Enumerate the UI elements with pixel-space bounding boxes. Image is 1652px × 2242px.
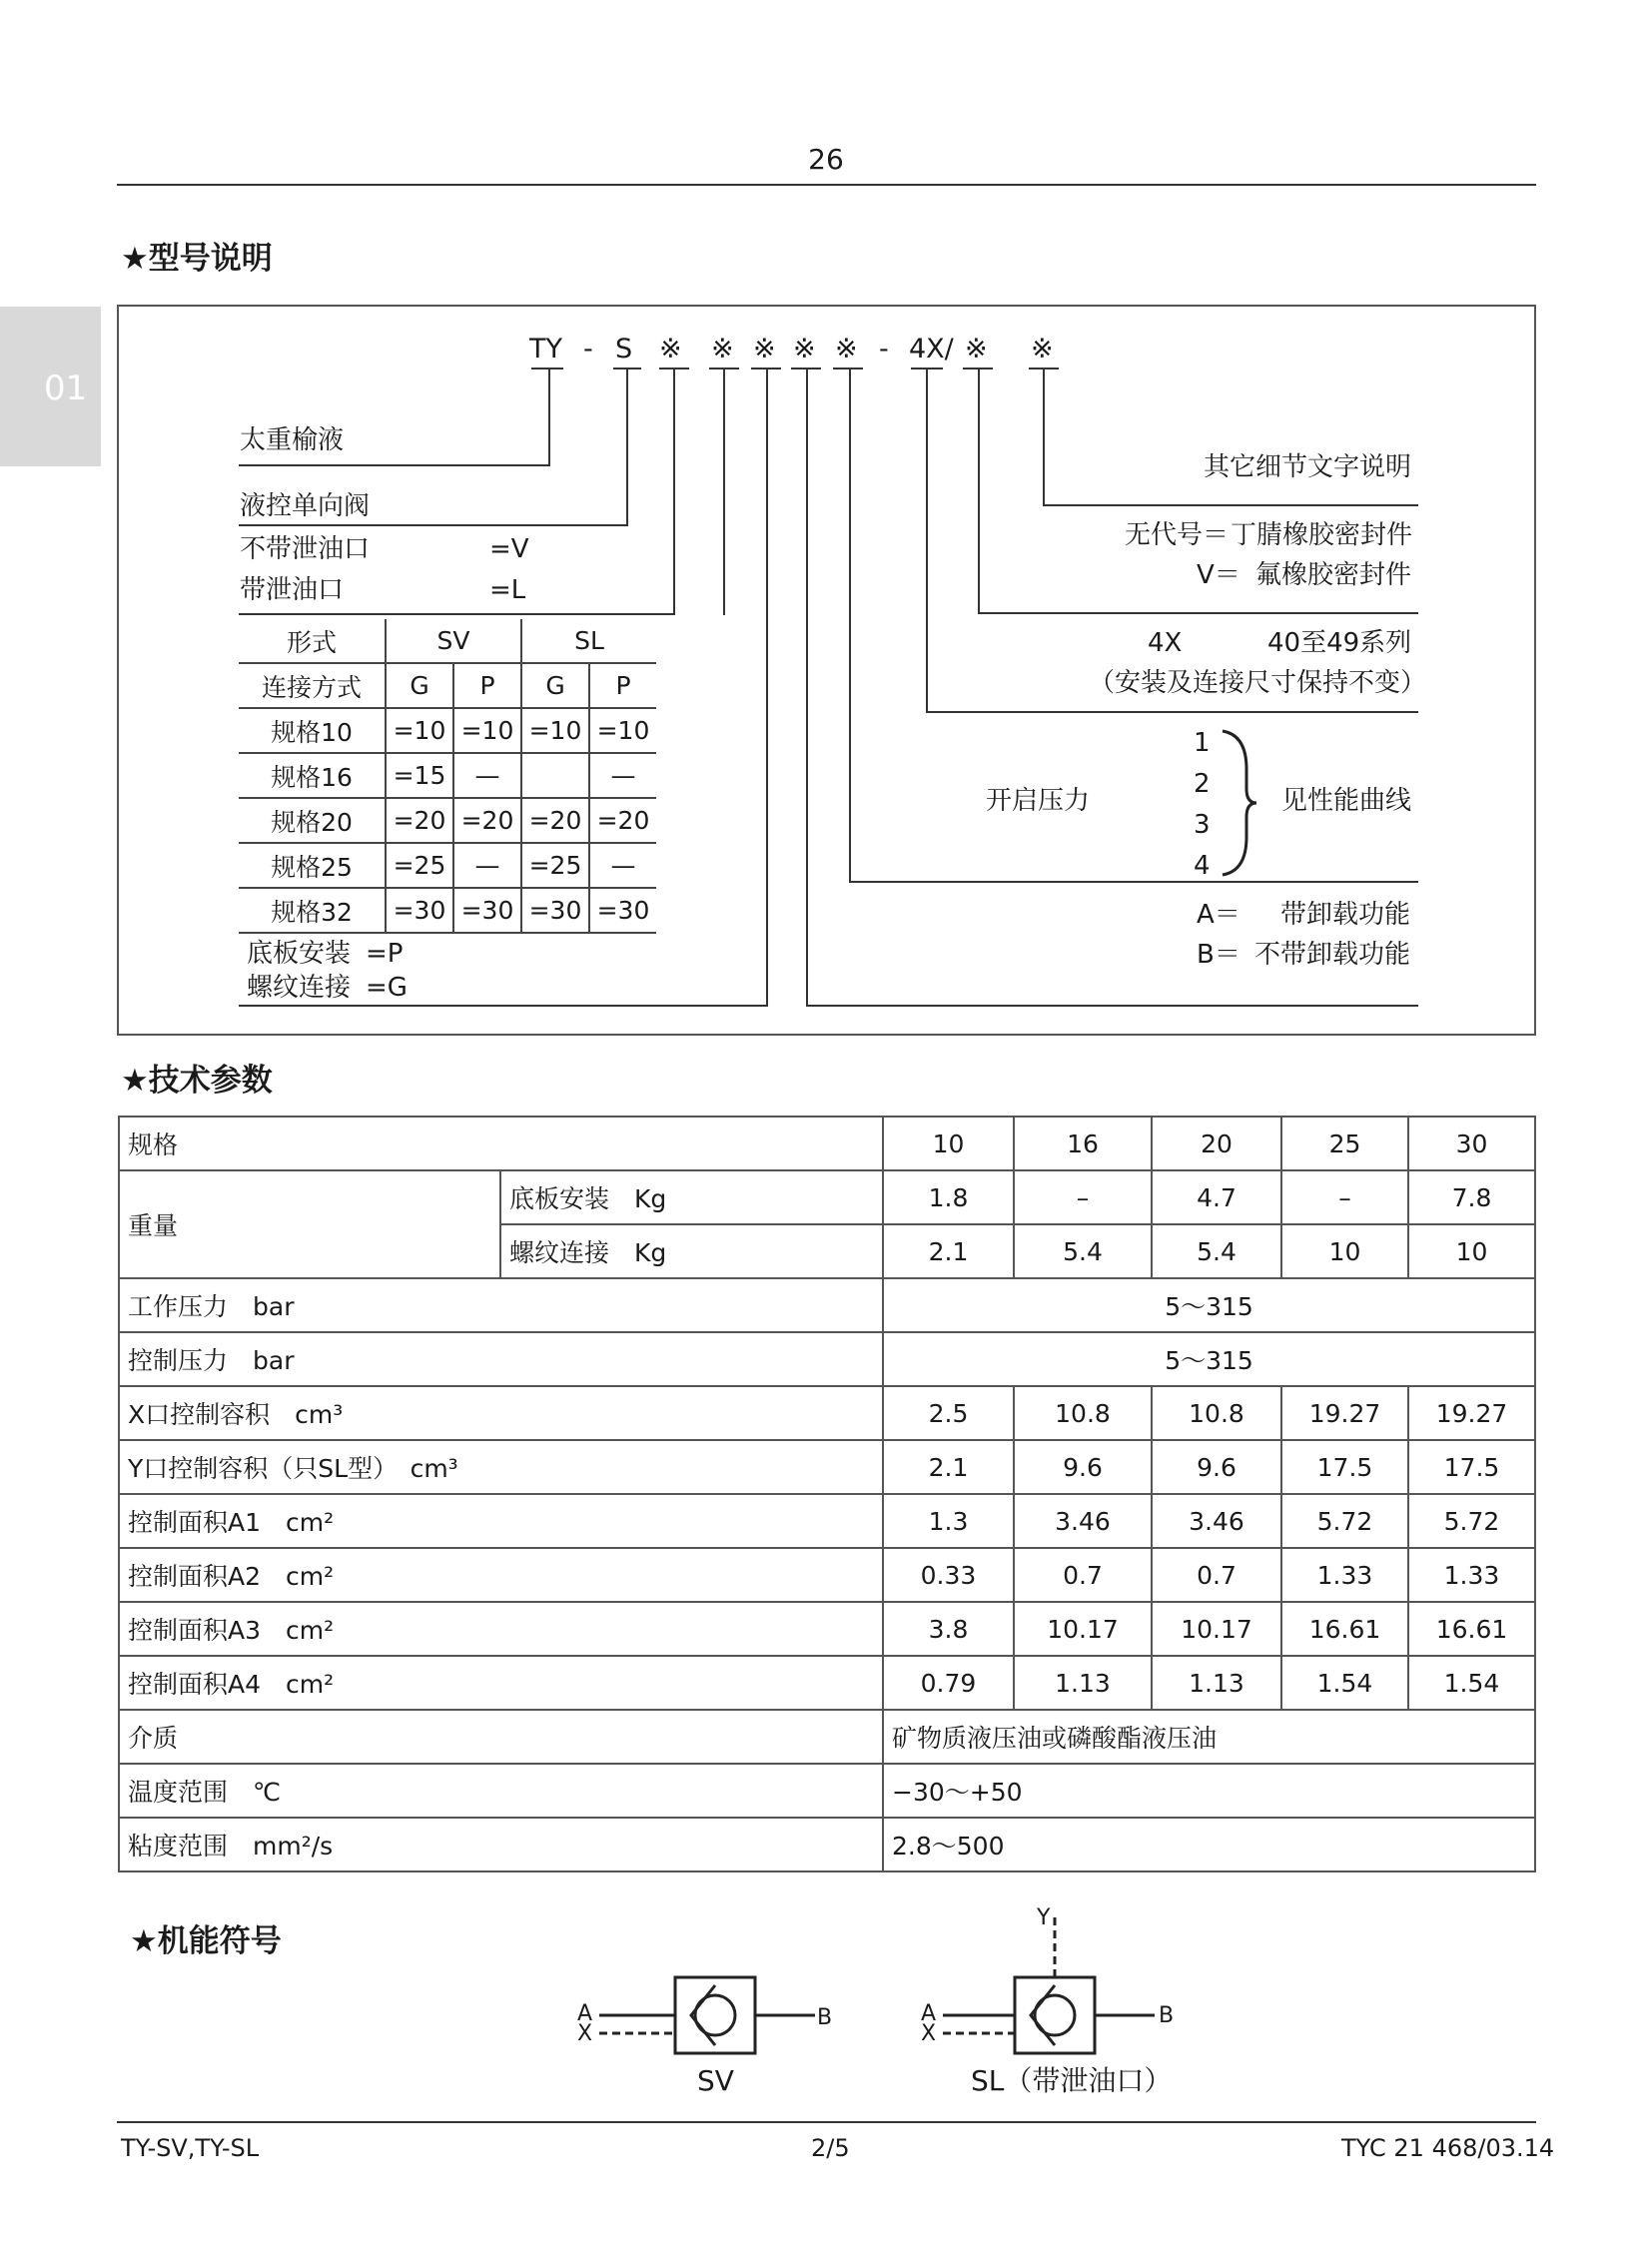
brace-icon	[1221, 729, 1260, 877]
variant-header-sv-g: G	[386, 663, 453, 708]
leader-2	[723, 368, 725, 615]
tech-value: 30	[1408, 1117, 1535, 1170]
code-slot-5: ※	[835, 334, 858, 365]
tech-value: 5.72	[1281, 1494, 1408, 1548]
tech-sublabel: 底板安装 Kg	[500, 1170, 883, 1224]
leader-mount-h	[239, 1005, 768, 1007]
code-type: S	[615, 334, 633, 365]
tech-value: 0.7	[1014, 1548, 1152, 1602]
leader-drain-h	[239, 613, 675, 615]
code-slot-7: ※	[1031, 334, 1054, 365]
tech-value: 10.17	[1014, 1602, 1152, 1656]
tech-value: 9.6	[1014, 1440, 1152, 1494]
symbol-section-title: ★机能符号	[130, 1923, 282, 1959]
variant-cell: =30	[386, 888, 453, 933]
pressure-option-4: 4	[1194, 851, 1211, 881]
variant-cell: —	[589, 843, 656, 888]
sl-port-y: Y	[1037, 1905, 1051, 1930]
label-no-drain: 不带泄油口	[240, 534, 371, 564]
code-slot-4: ※	[793, 334, 816, 365]
tech-value: 2.1	[883, 1440, 1014, 1494]
label-series-note: （安装及连接尺寸保持不变）	[1089, 668, 1427, 698]
label-seal-none: 丁腈橡胶密封件	[1231, 520, 1413, 550]
variant-header-row-2	[239, 663, 656, 708]
variant-cell: =10	[521, 708, 589, 753]
label-plate-code: =P	[366, 939, 404, 969]
variant-cell: =20	[521, 798, 589, 843]
variant-size: 规格32	[239, 888, 386, 933]
code-dash-1: -	[583, 334, 593, 365]
tech-row	[119, 1494, 1535, 1548]
tech-value: 3.46	[1014, 1494, 1152, 1548]
variant-cell: =10	[453, 708, 521, 753]
variant-cell: —	[453, 753, 521, 798]
tech-label: 控制面积A3 cm²	[119, 1602, 883, 1656]
label-seal-v-prefix: V＝	[1197, 560, 1240, 590]
tech-row-working-pressure	[119, 1278, 1535, 1332]
variant-cell: =10	[589, 708, 656, 753]
tech-value: 5～315	[883, 1278, 1535, 1332]
tech-value: 16	[1014, 1117, 1152, 1170]
footer-rule	[117, 2121, 1536, 2123]
label-a-text: 带卸载功能	[1280, 900, 1411, 930]
variant-header-sv: SV	[386, 619, 521, 663]
tech-value: –	[1014, 1170, 1152, 1224]
code-slot-6: ※	[965, 334, 988, 365]
tech-value: 17.5	[1408, 1440, 1535, 1494]
tech-row	[119, 1602, 1535, 1656]
tech-value: 19.27	[1281, 1386, 1408, 1440]
tech-row-medium	[119, 1710, 1535, 1764]
tech-label: 控制压力 bar	[119, 1332, 883, 1386]
tech-label: 控制面积A1 cm²	[119, 1494, 883, 1548]
variant-cell: =20	[589, 798, 656, 843]
footer-page: 2/5	[811, 2134, 850, 2162]
leader-5	[849, 368, 851, 881]
label-thread-code: =G	[366, 973, 408, 1003]
tech-value: 5.4	[1152, 1224, 1281, 1278]
tech-value: 16.61	[1408, 1602, 1535, 1656]
tech-section-title: ★技术参数	[121, 1063, 273, 1099]
footer-doc-number: TYC 21 468/03.14	[1341, 2134, 1555, 2162]
tech-label: 介质	[119, 1710, 883, 1764]
page-number: 26	[808, 143, 844, 176]
variant-header-sl-p: P	[589, 663, 656, 708]
tech-label: Y口控制容积（只SL型） cm³	[119, 1440, 883, 1494]
tech-label: 控制面积A2 cm²	[119, 1548, 883, 1602]
tech-value: 1.13	[1014, 1656, 1152, 1710]
side-tab	[0, 307, 101, 466]
tech-value: 10.8	[1152, 1386, 1281, 1440]
code-slot-1: ※	[659, 334, 682, 365]
tech-value: 16.61	[1281, 1602, 1408, 1656]
footer-model: TY-SV,TY-SL	[121, 2134, 260, 2162]
variant-cell: =15	[386, 753, 453, 798]
label-other-details: 其它细节文字说明	[1204, 452, 1412, 482]
label-manufacturer: 太重榆液	[240, 425, 345, 455]
variant-cell: =20	[453, 798, 521, 843]
header-rule	[117, 184, 1536, 186]
sv-port-b: B	[817, 2005, 833, 2030]
sv-port-x: X	[577, 2021, 593, 2046]
variant-row	[239, 798, 656, 843]
tech-label: X口控制容积 cm³	[119, 1386, 883, 1440]
tech-row	[119, 1440, 1535, 1494]
variant-header-sl: SL	[521, 619, 656, 663]
tech-table	[118, 1116, 1536, 1872]
tech-value: 0.79	[883, 1656, 1014, 1710]
variant-cell: =10	[386, 708, 453, 753]
variant-cell: =30	[453, 888, 521, 933]
label-opening-pressure: 开启压力	[986, 786, 1091, 816]
tech-value: 矿物质液压油或磷酸酯液压油	[883, 1710, 1535, 1764]
code-series: 4X/	[909, 334, 954, 365]
tech-value: 10	[1408, 1224, 1535, 1278]
tech-value: 20	[1152, 1117, 1281, 1170]
variant-cell: =25	[521, 843, 589, 888]
leader-7-h	[1043, 504, 1418, 506]
label-b-prefix: B＝	[1197, 940, 1240, 970]
label-seal-none-prefix: 无代号＝	[1125, 520, 1230, 550]
variant-header-row-1	[239, 619, 656, 663]
label-no-drain-code: =V	[489, 534, 529, 564]
tech-value: 3.8	[883, 1602, 1014, 1656]
label-a-prefix: A＝	[1197, 900, 1240, 930]
code-slot-3: ※	[753, 334, 776, 365]
tech-value: 2.1	[883, 1224, 1014, 1278]
leader-ty-h	[239, 464, 550, 466]
tech-label: 重量	[119, 1170, 500, 1278]
tech-row-weight-plate	[119, 1170, 1535, 1224]
side-tab-label: 01	[44, 369, 88, 408]
leader-6	[978, 368, 980, 612]
variant-size: 规格25	[239, 843, 386, 888]
tech-value: 1.13	[1152, 1656, 1281, 1710]
variant-header-sv-p: P	[453, 663, 521, 708]
tech-label: 温度范围 ℃	[119, 1764, 883, 1818]
leader-3	[766, 368, 768, 1005]
variant-row	[239, 888, 656, 933]
leader-1	[673, 368, 675, 615]
tech-value: 2.5	[883, 1386, 1014, 1440]
variant-cell	[521, 753, 589, 798]
sl-symbol	[921, 1905, 1209, 2107]
tech-value: 10	[883, 1117, 1014, 1170]
tech-value: –	[1281, 1170, 1408, 1224]
variant-row	[239, 708, 656, 753]
tech-value: −30～+50	[883, 1764, 1535, 1818]
tech-row-viscosity	[119, 1818, 1535, 1871]
tech-row	[119, 1548, 1535, 1602]
variant-cell: =30	[589, 888, 656, 933]
pressure-option-1: 1	[1194, 728, 1211, 758]
tech-value: 5.72	[1408, 1494, 1535, 1548]
sl-port-b: B	[1159, 2003, 1175, 2028]
tech-value: 0.33	[883, 1548, 1014, 1602]
variant-row	[239, 843, 656, 888]
leader-4x	[926, 368, 928, 711]
tech-sublabel: 螺纹连接 Kg	[500, 1224, 883, 1278]
tech-value: 17.5	[1281, 1440, 1408, 1494]
tech-value: 9.6	[1152, 1440, 1281, 1494]
tech-value: 1.33	[1281, 1548, 1408, 1602]
label-valve-type: 液控单向阀	[240, 491, 371, 521]
tech-value: 1.54	[1408, 1656, 1535, 1710]
leader-6-h	[978, 612, 1418, 614]
tech-label: 粘度范围 mm²/s	[119, 1818, 883, 1871]
variant-cell: —	[453, 843, 521, 888]
tech-value: 1.3	[883, 1494, 1014, 1548]
pressure-option-3: 3	[1194, 810, 1211, 840]
tech-value: 10.17	[1152, 1602, 1281, 1656]
variant-header-sl-g: G	[521, 663, 589, 708]
label-with-drain-code: =L	[489, 575, 526, 605]
variant-table	[239, 619, 656, 934]
variant-row	[239, 753, 656, 798]
leader-ty	[548, 368, 550, 464]
sl-port-a: A	[921, 2001, 937, 2026]
tech-row	[119, 1386, 1535, 1440]
label-series: 40至49系列	[1267, 628, 1412, 658]
tech-value: 1.8	[883, 1170, 1014, 1224]
label-thread: 螺纹连接	[247, 973, 352, 1003]
tech-value: 5.4	[1014, 1224, 1152, 1278]
label-seal-v: 氟橡胶密封件	[1255, 560, 1412, 590]
tech-value: 3.46	[1152, 1494, 1281, 1548]
tech-value: 10	[1281, 1224, 1408, 1278]
tech-value: 1.54	[1281, 1656, 1408, 1710]
label-with-drain: 带泄油口	[240, 575, 345, 605]
tick-ty	[531, 368, 563, 370]
tech-label: 控制面积A4 cm²	[119, 1656, 883, 1710]
label-b-text: 不带卸载功能	[1254, 940, 1411, 970]
tech-value: 1.33	[1408, 1548, 1535, 1602]
variant-size: 规格16	[239, 753, 386, 798]
sv-symbol	[569, 1957, 849, 2107]
tech-row-temperature	[119, 1764, 1535, 1818]
leader-s-h	[239, 524, 628, 526]
leader-s	[626, 368, 628, 524]
tech-value: 19.27	[1408, 1386, 1535, 1440]
code-slot-2: ※	[711, 334, 734, 365]
leader-unload-h	[806, 1005, 1418, 1007]
label-series-code: 4X	[1148, 628, 1183, 658]
variant-header-conn: 连接方式	[239, 663, 386, 708]
code-prefix: TY	[529, 334, 562, 365]
leader-7	[1043, 368, 1045, 504]
tech-value: 25	[1281, 1117, 1408, 1170]
sl-port-x: X	[921, 2021, 937, 2046]
variant-cell: =30	[521, 888, 589, 933]
label-see-curve: 见性能曲线	[1281, 786, 1412, 816]
variant-cell: =25	[386, 843, 453, 888]
label-plate: 底板安装	[247, 939, 352, 969]
tech-value: 4.7	[1152, 1170, 1281, 1224]
code-dash-2: -	[879, 334, 889, 365]
leader-5-h	[849, 881, 1418, 883]
sl-caption: SL（带泄油口）	[971, 2064, 1173, 2097]
tech-value: 7.8	[1408, 1170, 1535, 1224]
variant-header-form: 形式	[286, 627, 337, 657]
leader-4	[806, 368, 808, 1005]
variant-size: 规格20	[239, 798, 386, 843]
tech-value: 10.8	[1014, 1386, 1152, 1440]
variant-cell: —	[589, 753, 656, 798]
pressure-option-2: 2	[1194, 769, 1211, 799]
variant-size: 规格10	[239, 708, 386, 753]
variant-cell: =20	[386, 798, 453, 843]
sv-port-a: A	[577, 2001, 593, 2026]
tech-value: 5～315	[883, 1332, 1535, 1386]
leader-4x-h	[926, 711, 1418, 713]
tick-5	[833, 368, 863, 370]
tech-label: 工作压力 bar	[119, 1278, 883, 1332]
sv-caption: SV	[697, 2064, 734, 2097]
model-section-title: ★型号说明	[121, 241, 273, 277]
tech-label: 规格	[119, 1117, 883, 1170]
tech-value: 0.7	[1152, 1548, 1281, 1602]
tech-row	[119, 1656, 1535, 1710]
tech-value: 2.8～500	[883, 1818, 1535, 1871]
tech-row-control-pressure	[119, 1332, 1535, 1386]
tech-row-spec	[119, 1117, 1535, 1170]
